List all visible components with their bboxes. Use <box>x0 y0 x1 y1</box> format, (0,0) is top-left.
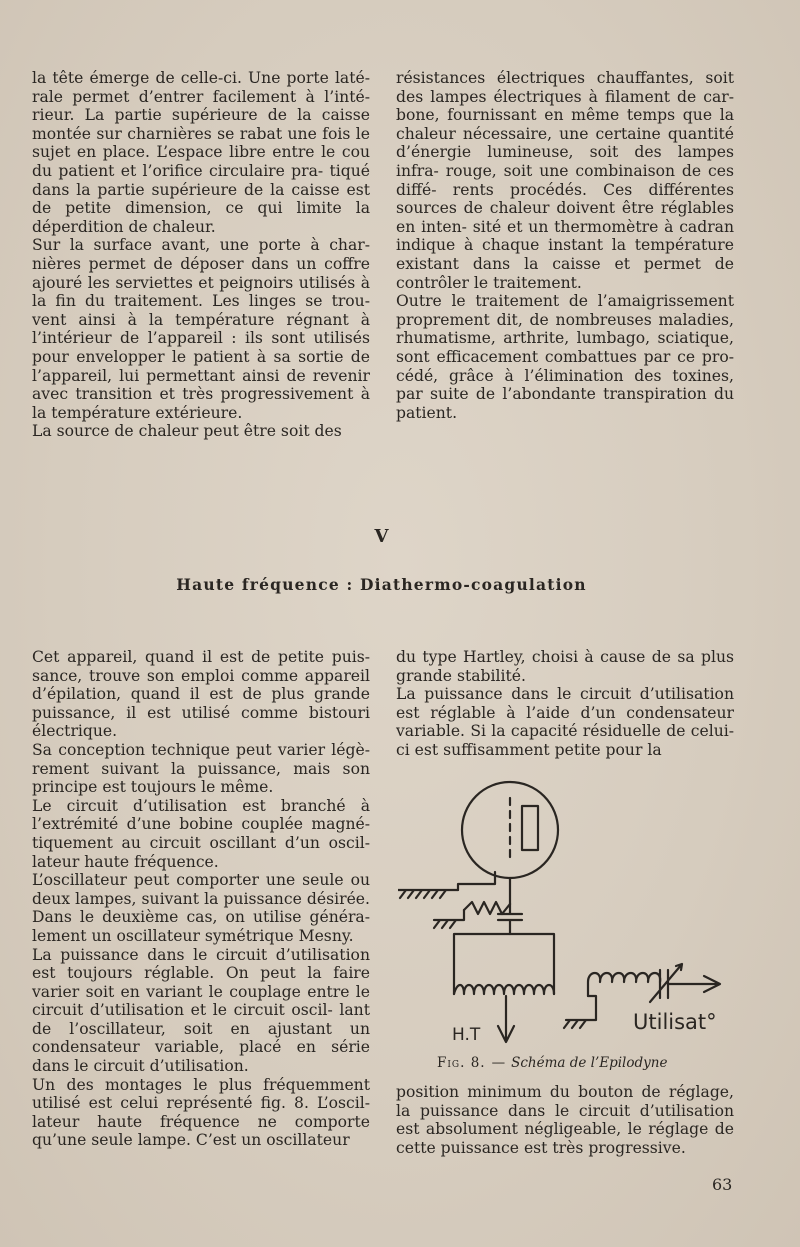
paragraph: la tête émerge de celle-ci. Une porte laté- rale permet d’entrer facilement à l’inté- rieur. La partie supérieure de la caisse montée sur charnières se rabat une fois le sujet en place. L’espace libre entre le cou du patient et l’orifice circulaire pra- tiqué dans la partie supérieure de la caisse est de petite dimension, ce qui limite la déperdition de chaleur. <box>32 69 370 236</box>
section-numeral: V <box>374 526 389 547</box>
paragraph: Sur la surface avant, une porte à char- nières permet de déposer dans un coffre ajouré les serviettes et peignoirs utilisés à la fin du traitement. Les linges se trou- vent ainsi à la température régnant à l’intérieur de l’appareil : ils sont utilisés pour envelopper le patient à sa sortie de l’appareil, lui permettant ainsi de revenir avec transition et très progressivement à la température extérieure. <box>32 236 370 422</box>
text-column-top-right <box>396 69 734 422</box>
text-column-bottom-right-upper <box>396 648 734 760</box>
text-column-bottom-right-lower <box>396 1083 734 1157</box>
ground-symbol-right <box>564 996 596 1028</box>
tube-plate <box>522 806 538 850</box>
paragraph: Un des montages le plus fréquemment utilisé est celui représenté fig. 8. L’oscil- lateur haute fréquence ne comporte qu’une seule lampe. C’est un oscillateur <box>32 1075 370 1150</box>
figure-label-ht: H.T <box>452 1025 481 1045</box>
figure-caption-dash: — <box>491 1055 506 1071</box>
paragraph: La source de chaleur peut être soit des <box>32 422 342 441</box>
ht-arrow <box>498 996 514 1042</box>
paragraph: résistances électriques chauffantes, soit des lampes électriques à filament de car- bone, fournissant en même temps que la chaleur nécessaire, une certaine quantité d’énergie lumineuse, soit des lampes infra- rouge, soit une combinaison de ces diffé- rents procédés. Ces différentes sources de chaleur doivent être réglables en inten- sité et un thermomètre à cadran indique à chaque instant la température existant dans la caisse et permet de contrôler le traitement. <box>396 69 734 292</box>
paragraph: position minimum du bouton de réglage, la puissance dans le circuit d’utilisation est absolument négligeable, le réglage de cette puissance est très progressive. <box>396 1083 734 1157</box>
tube-cathode-lead <box>458 872 495 890</box>
paragraph: La puissance dans le circuit d’utilisation est réglable à l’aide d’un condensateur variable. Si la capacité résiduelle de celui-ci est suffisamment petite pour la <box>396 685 734 759</box>
figure-caption-label: Fig. 8. <box>437 1055 486 1071</box>
figure-caption-text: Schéma de l’Epilodyne <box>511 1055 668 1071</box>
text-column-bottom-left <box>32 648 370 1150</box>
paragraph: Cet appareil, quand il est de petite puis- sance, trouve son emploi comme appareil d’épilation, quand il est de plus grande puissance, il est utilisé comme bistouri électrique. <box>32 648 370 741</box>
ground-symbol-middle <box>434 910 464 928</box>
utilisation-arrow <box>668 976 720 992</box>
paragraph: Sa conception technique peut varier légè- rement suivant la puissance, mais son principe est toujours le même. <box>32 740 370 797</box>
paragraph: L’oscillateur peut comporter une seule ou deux lampes, suivant la puissance désirée. Dans le deuxième cas, on utilise généra- lement un oscillateur symétrique Mesny. <box>32 871 370 945</box>
ground-symbol-left <box>398 890 458 898</box>
paragraph: Outre le traitement de l’amaigrissement proprement dit, de nombreuses maladies, rhumatisme, arthrite, lumbago, sciatique, sont efficacement combattues par ce pro- cédé, grâce à l’élimination des toxines, par suite de l’abondante transpiration du patient. <box>396 292 734 422</box>
paragraph: du type Hartley, choisi à cause de sa plus grande stabilité. <box>396 648 734 685</box>
paragraph: La puissance dans le circuit d’utilisation est toujours réglable. On peut la faire varier soit en variant le couplage entre le circuit d’utilisation et le circuit oscil- lant de l’oscillateur, soit en ajustant un condensateur variable, placé en série dans le circuit d’utilisation. <box>32 945 370 1076</box>
output-coil <box>588 973 660 996</box>
page-number: 63 <box>712 1175 733 1194</box>
tank-coil <box>454 985 554 994</box>
figure-caption <box>437 1055 737 1071</box>
grid-resistor <box>464 902 510 914</box>
figure-label-utilisation: Utilisat° <box>633 1010 717 1034</box>
paragraph: Le circuit d’utilisation est branché à l’extrémité d’une bobine couplée magné- tiquement au circuit oscillant d’un oscil- lateur haute fréquence. <box>32 796 370 871</box>
grid-capacitor <box>498 904 522 934</box>
section-title: Haute fréquence : Diathermo-coagulation <box>176 575 587 594</box>
text-column-top-left <box>32 69 370 441</box>
